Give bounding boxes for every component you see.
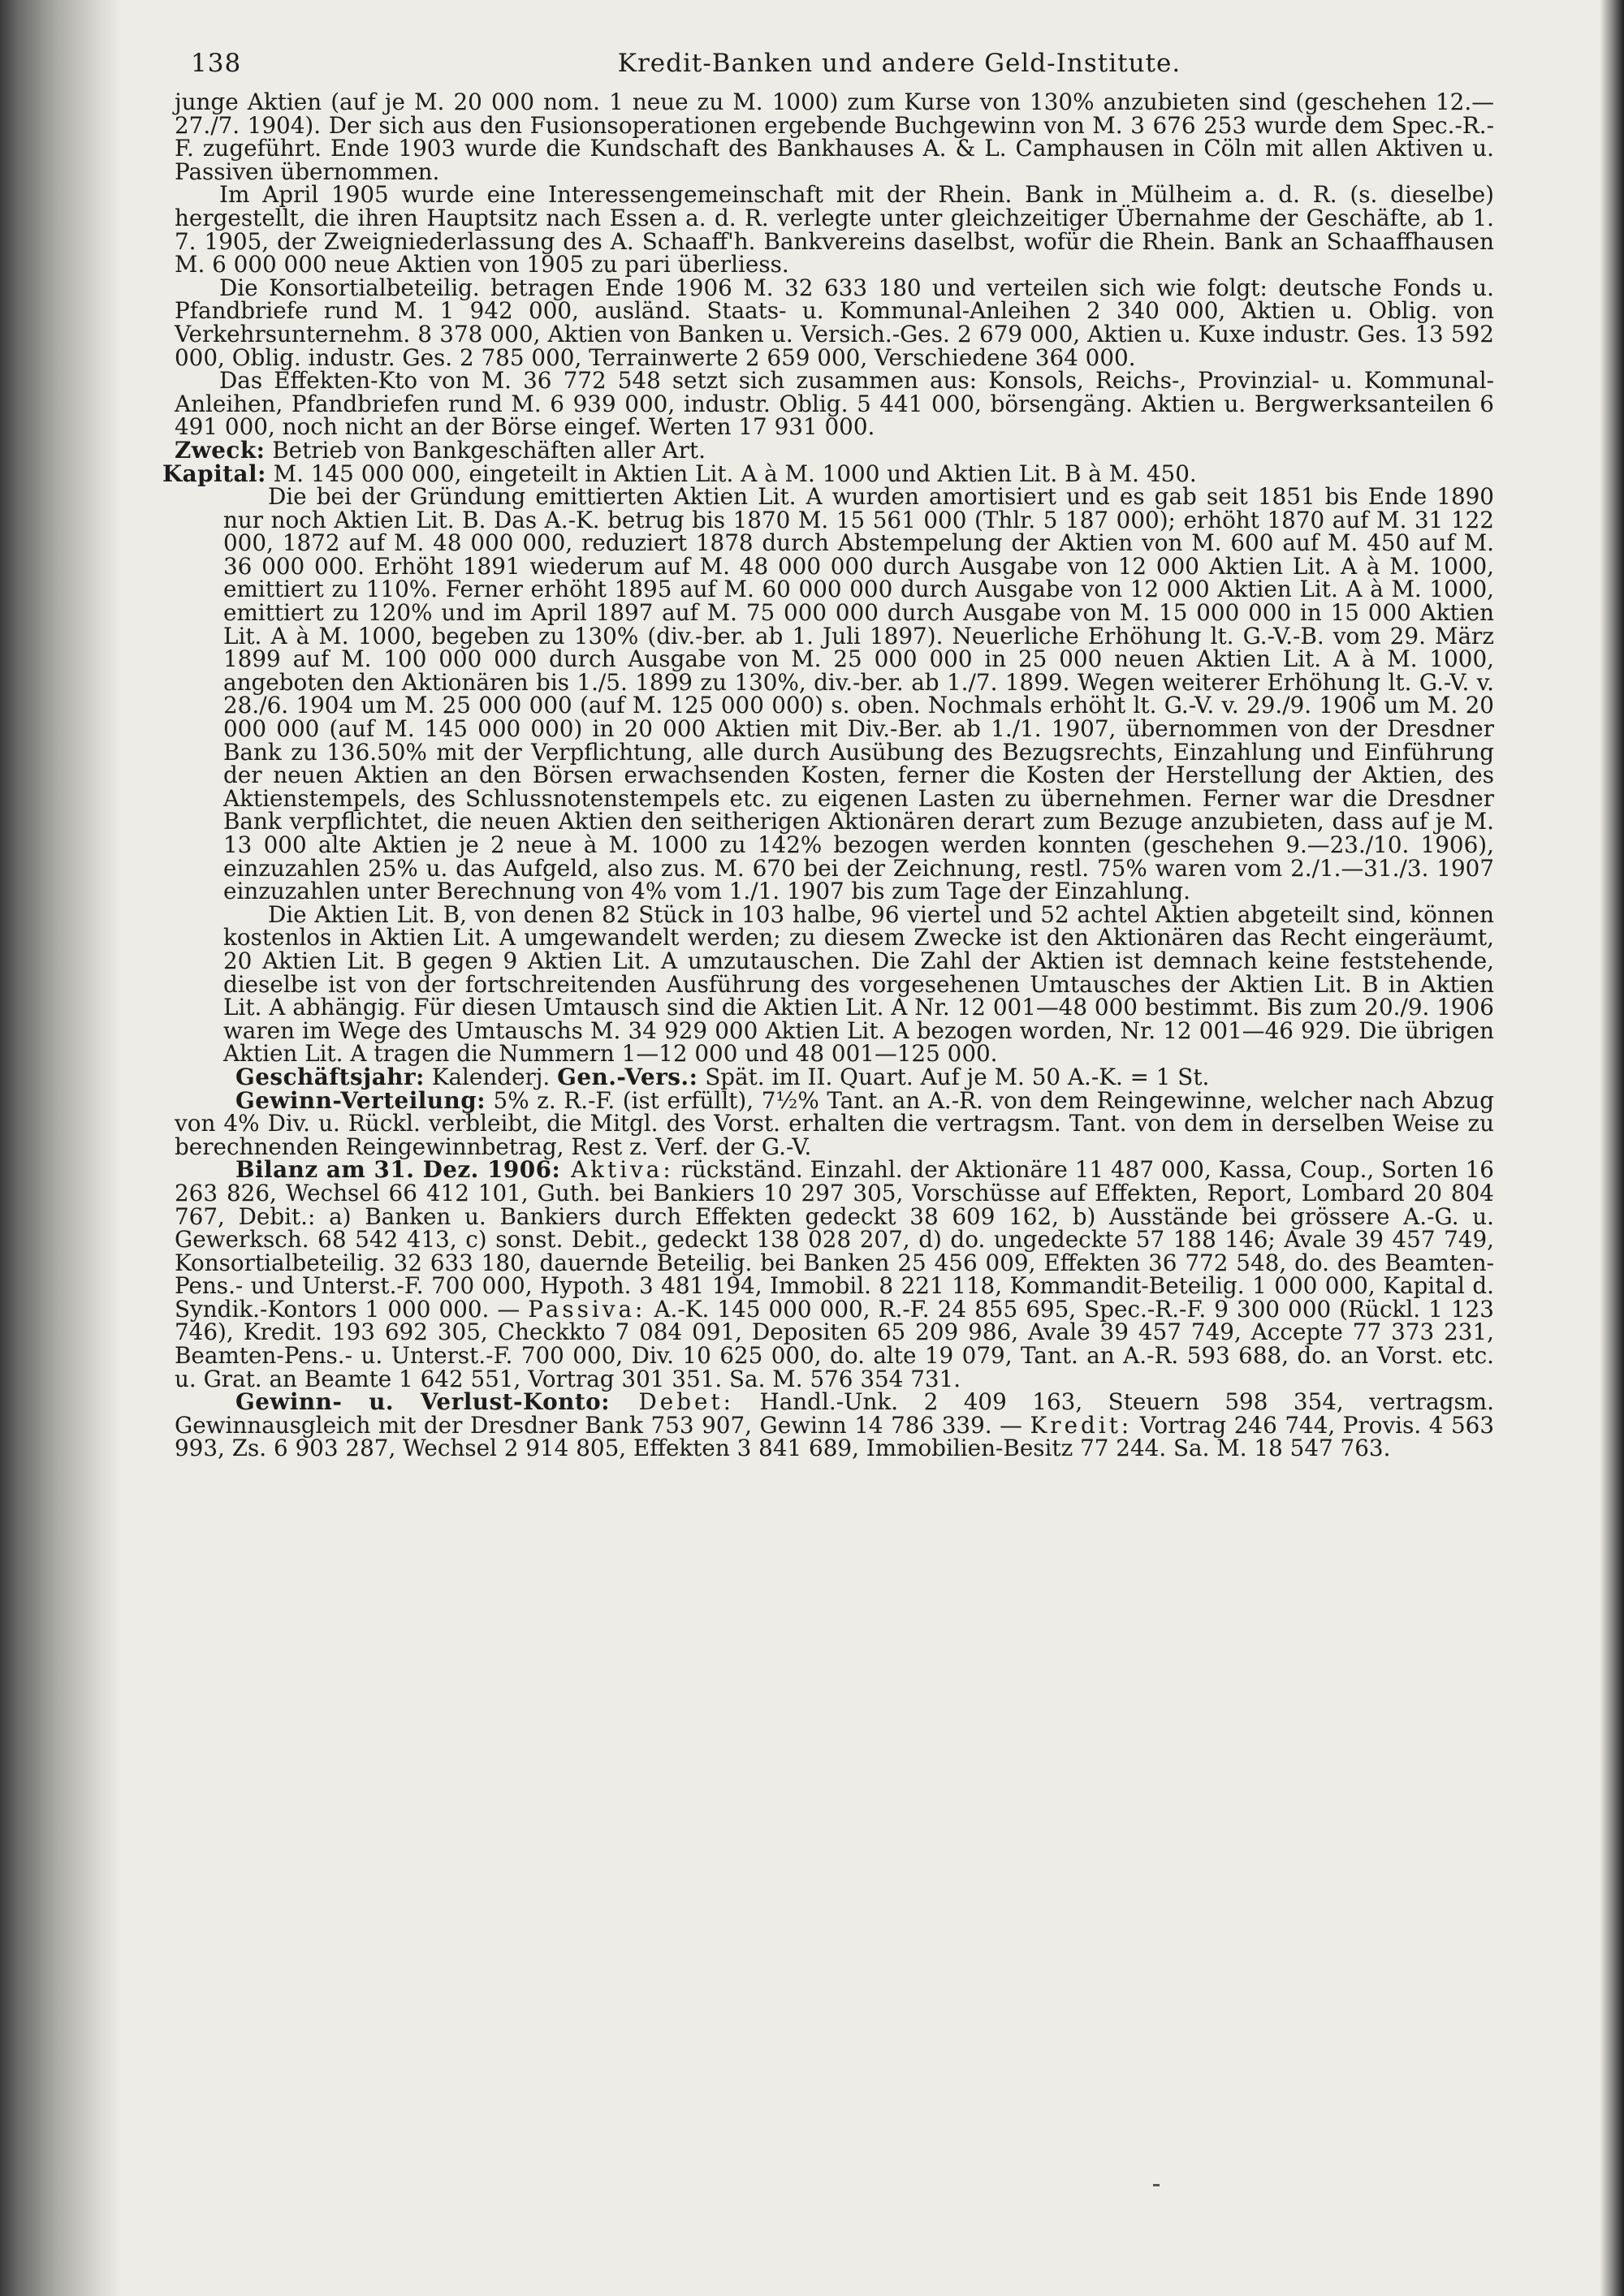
book-binding-shadow-right: [1600, 0, 1624, 2296]
guv-kredit-label: Kredit:: [1030, 1411, 1133, 1439]
paragraph-effekten-konto: Das Effekten-Kto von M. 36 772 548 setzt sich zusammen aus: Konsols, Reichs-, Provinzial- u. Kommunal-Anleihen, Pfandbriefen rund M. 6 939 000, industr. Oblig. 5 441 000, börsengäng. Aktien u. Bergwerksanteilen 6 491 000, noch nicht an der Börse eingef. Werten 17 931 000.: [175, 367, 1494, 441]
entry-gewinn-verlust-konto: [175, 1388, 1495, 1462]
bilanz-aktiva-label: Aktiva:: [560, 1156, 674, 1184]
running-header: [175, 49, 1494, 91]
gewinn-verteilung-label: Gewinn-Verteilung:: [235, 1086, 486, 1114]
paragraph-interessengemeinschaft: Im April 1905 wurde eine Interessengemeinschaft mit der Rhein. Bank in Mülheim a. d. R. (s. dieselbe) hergestellt, die ihren Hauptsitz nach Essen a. d. R. verlegte unter gleichzeitiger Übernahme der Geschäfte, ab 1. 7. 1905, der Zweigniederlassung des A. Schaaff'h. Bankvereins daselbst, wofür die Rhein. Bank an Schaaffhausen M. 6 000 000 neue Aktien von 1905 zu pari überliess.: [175, 181, 1494, 278]
bilanz-passiva-text: A.-K. 145 000 000, R.-F. 24 855 695, Spec.-R.-F. 9 300 000 (Rückl. 1 123 746), Kredit. 193 692 305, Checkkto 7 084 091, Depositen 65 209 986, Avale 39 457 749, Accepte 77 373 231, Beamten-Pens.- u. Unterst.-F. 700 000, Div. 10 625 000, do. alte 19 079, Tant. an A.-R. 593 688, do. an Vorst. etc. u. Grat. an Beamte 1 642 551, Vortrag 301 351. Sa. M. 576 354 731.: [175, 1295, 1494, 1392]
entry-gewinn-verteilung: [175, 1086, 1494, 1160]
bilanz-label: Bilanz am 31. Dez. 1906:: [235, 1156, 561, 1184]
running-title: Kredit-Banken und andere Geld-Institute.: [617, 49, 1181, 78]
guv-debet-label: Debet:: [609, 1388, 734, 1416]
entry-kapital: [162, 460, 1494, 487]
geschaeftsjahr-text: Kalenderj.: [424, 1063, 558, 1090]
zweck-text: Betrieb von Bankgeschäften aller Art.: [265, 436, 706, 464]
kapital-text: M. 145 000 000, eingeteilt in Aktien Lit. A à M. 1000 und Aktien Lit. B à M. 450.: [266, 460, 1197, 487]
page-number: 138: [191, 49, 242, 78]
paragraph-konsortialbeteiligungen: Die Konsortialbeteilig. betragen Ende 1906 M. 32 633 180 und verteilen sich wie folgt: deutsche Fonds u. Pfandbriefe rund M. 1 942 000, ausländ. Staats- u. Kommunal-Anleihen 2 340 000, Aktien u. Oblig. von Verkehrsunternehm. 8 378 000, Aktien von Banken u. Versich.-Ges. 2 679 000, Aktien u. Kuxe industr. Ges. 13 592 000, Oblig. industr. Ges. 2 785 000, Terrainwerte 2 659 000, Verschiedene 364 000.: [175, 274, 1494, 371]
guv-debet-text: Handl.-Unk. 2 409 163, Steuern 598 354, vertragsm. Gewinnausgleich mit der Dresdner Bank 753 907, Gewinn 14 786 339. —: [175, 1388, 1494, 1439]
bilanz-aktiva-text: rückständ. Einzahl. der Aktionäre 11 487 000, Kassa, Coup., Sorten 16 263 826, Wechsel 66 412 101, Guth. bei Bankiers 10 297 305, Vorschüsse auf Effekten, Report, Lombard 20 804 767, Debit.: a) Banken u. Bankiers durch Effekten gedeckt 38 609 162, b) Ausstände bei grössere A.-G. u. Gewerksch. 68 542 413, c) sonst. Debit., gedeckt 138 028 207, d) do. ungedeckte 57 188 146; Avale 39 457 749, Konsortialbeteilig. 32 633 180, dauernde Beteilig. bei Banken 25 456 009, Effekten 36 772 548, do. des Beamten-Pens.- und Unterst.-F. 700 000, Hypoth. 3 481 194, Immobil. 8 221 118, Kommandit-Beteilig. 1 000 000, Kapital d. Syndik.-Kontors 1 000 000. —: [175, 1156, 1494, 1323]
guv-kredit-text: Vortrag 246 744, Provis. 4 563 993, Zs. 6 903 287, Wechsel 2 914 805, Effekten 3 841 689, Immobilien-Besitz 77 244. Sa. M. 18 547 763.: [175, 1411, 1495, 1462]
gewinn-verteilung-text: 5% z. R.-F. (ist erfüllt), 7½% Tant. an A.-R. von dem Reingewinne, welcher nach Abzug von 4% Div. u. Rückl. verbleibt, die Mitgl. des Vorst. erhalten die vertragsm. Tant. von dem in derselben Weise zu berechnenden Reingewinnbetrag, Rest z. Verf. der G.-V.: [175, 1086, 1494, 1160]
geschaeftsjahr-label: Geschäftsjahr:: [235, 1063, 425, 1090]
gen-vers-text: Spät. im II. Quart. Auf je M. 50 A.-K. = 1 St.: [698, 1063, 1210, 1090]
zweck-label: Zweck:: [175, 436, 266, 464]
book-binding-shadow-left: [0, 0, 122, 2296]
entry-geschaeftsjahr: [235, 1063, 1494, 1090]
entry-bilanz: [175, 1156, 1494, 1392]
paragraph-fusion: junge Aktien (auf je M. 20 000 nom. 1 neue zu M. 1000) zum Kurse von 130% anzubieten sind (geschehen 12.—27./7. 1904). Der sich aus den Fusionsoperationen ergebende Buchgewinn von M. 3 676 253 wurde dem Spec.-R.-F. zugeführt. Ende 1903 wurde die Kundschaft des Bankhauses A. & L. Camphausen in Cöln mit allen Aktiven u. Passiven übernommen.: [175, 88, 1494, 185]
page-content: [162, 88, 1495, 1462]
paragraph-aktien-lit-b: Die Aktien Lit. B, von denen 82 Stück in 103 halbe, 96 viertel und 52 achtel Aktien abgeteilt sind, können kostenlos in Aktien Lit. A umgewandelt werden; zu diesem Zwecke ist den Aktionären das Recht eingeräumt, 20 Aktien Lit. B gegen 9 Aktien Lit. A umzutauschen. Die Zahl der Aktien ist demnach keine feststehende, dieselbe ist von der fortschreitenden Ausführung des vorgesehenen Umtausches der Aktien Lit. B in Aktien Lit. A abhängig. Für diesen Umtausch sind die Aktien Lit. A Nr. 12 001—48 000 bestimmt. Bis zum 20./9. 1906 waren im Wege des Umtauschs M. 34 929 000 Aktien Lit. A bezogen worden, Nr. 12 001—46 929. Die übrigen Aktien Lit. A tragen die Nummern 1—12 000 und 48 001—125 000.: [223, 900, 1494, 1068]
gen-vers-label: Gen.-Vers.:: [557, 1063, 698, 1090]
paragraph-kapital-history: Die bei der Gründung emittierten Aktien Lit. A wurden amortisiert und es gab seit 1851 bis Ende 1890 nur noch Aktien Lit. B. Das A.-K. betrug bis 1870 M. 15 561 000 (Thlr. 5 187 000); erhöht 1870 auf M. 31 122 000, 1872 auf M. 48 000 000, reduziert 1878 durch Abstempelung der Aktien von M. 600 auf M. 450 auf M. 36 000 000. Erhöht 1891 wiederum auf M. 48 000 000 durch Ausgabe von 12 000 Aktien Lit. A à M. 1000, emittiert zu 110%. Ferner erhöht 1895 auf M. 60 000 000 durch Ausgabe von 12 000 Aktien Lit. A à M. 1000, emittiert zu 120% und im April 1897 auf M. 75 000 000 durch Ausgabe von M. 15 000 000 in 15 000 Aktien Lit. A à M. 1000, begeben zu 130% (div.-ber. ab 1. Juli 1897). Neuerliche Erhöhung lt. G.-V.-B. vom 29. März 1899 auf M. 100 000 000 durch Ausgabe von M. 25 000 000 in 25 000 neuen Aktien Lit. A à M. 1000, angeboten den Aktionären bis 1./5. 1899 zu 130%, div.-ber. ab 1./7. 1899. Wegen weiterer Erhöhung lt. G.-V. v. 28./6. 1904 um M. 25 000 000 (auf M. 125 000 000) s. oben. Nochmals erhöht lt. G.-V. v. 29./9. 1906 um M. 20 000 000 (auf M. 145 000 000) in 20 000 Aktien mit Div.-Ber. ab 1./1. 1907, übernommen von der Dresdner Bank zu 136.50% mit der Verpflichtung, alle durch Ausübung des Bezugsrechts, Einzahlung und Einführung der neuen Aktien an den Börsen erwachsenden Kosten, ferner die Kosten der Herstellung der Aktien, des Aktienstempels, des Schlussnotenstempels etc. zu eigenen Lasten zu übernehmen. Ferner war die Dresdner Bank verpflichtet, die neuen Aktien den seitherigen Aktionären derart zum Bezuge anzubieten, dass auf je M. 13 000 alte Aktien je 2 neue à M. 1000 zu 142% bezogen werden konnten (geschehen 9.—23./10. 1906), einzuzahlen 25% u. das Aufgeld, also zus. M. 670 bei der Zeichnung, restl. 75% waren vom 2./1.—31./3. 1907 einzuzahlen unter Berechnung von 4% vom 1./1. 1907 bis zum Tage der Einzahlung.: [223, 483, 1494, 905]
print-mark: [1153, 2184, 1160, 2186]
entry-zweck: [175, 436, 1494, 464]
bilanz-passiva-label: Passiva:: [528, 1295, 646, 1323]
guv-label: Gewinn- u. Verlust-Konto:: [235, 1388, 610, 1416]
book-page: [162, 49, 1495, 1462]
kapital-label: Kapital:: [162, 460, 266, 487]
